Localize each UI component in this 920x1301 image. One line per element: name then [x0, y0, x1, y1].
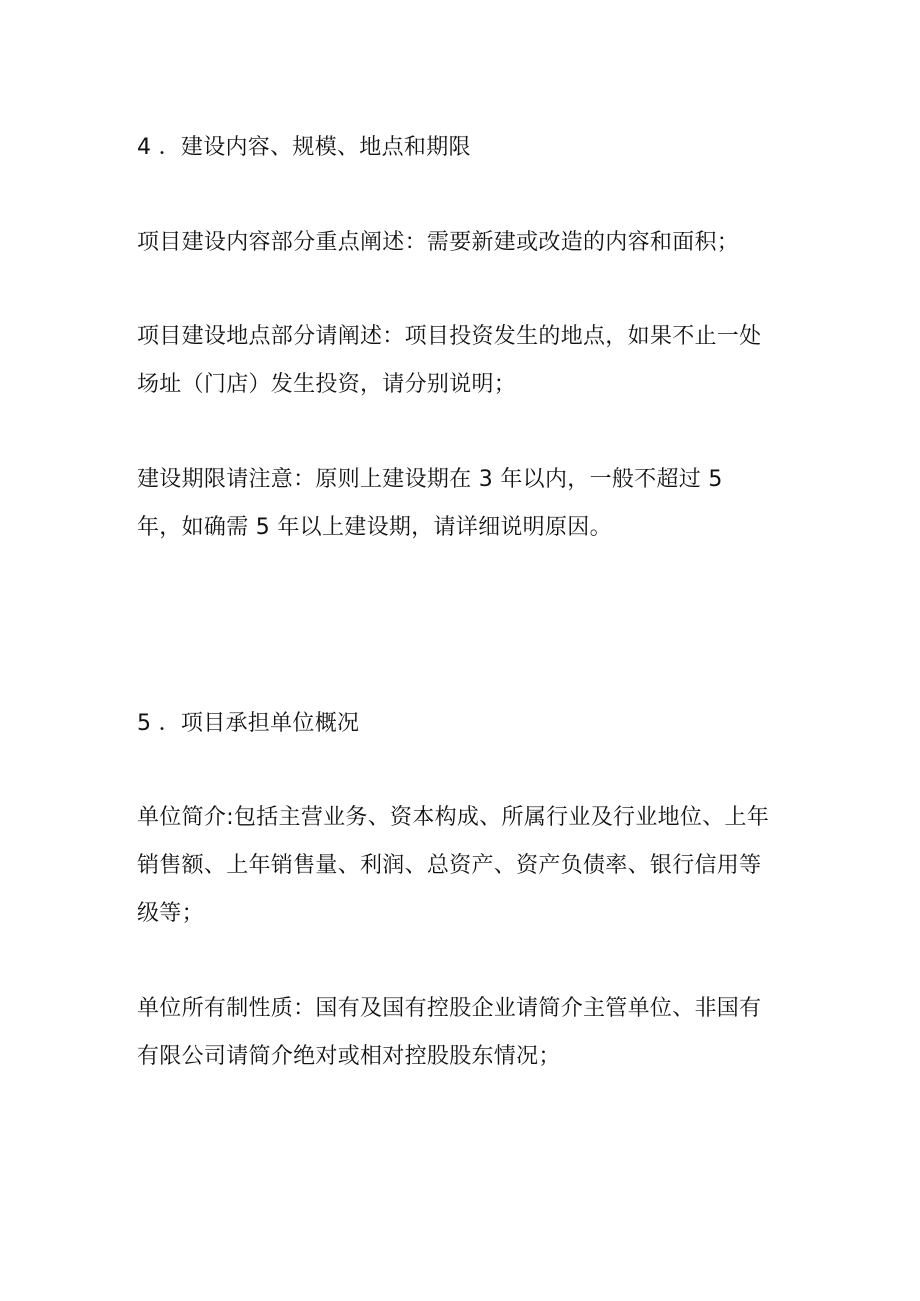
ownership-line-2: 有限公司请简介绝对或相对控股股东情况；	[137, 1044, 561, 1069]
unit-intro-line-2: 销售额、上年销售量、利润、总资产、资产负债率、银行信用等	[137, 853, 762, 878]
construction-location-line-1: 项目建设地点部分请阐述：项目投资发生的地点，如果不止一处	[137, 324, 762, 349]
unit-intro-line-3: 级等；	[137, 901, 204, 926]
construction-location-line-2: 场址（门店）发生投资，请分别说明；	[137, 372, 517, 397]
section-5-heading: 5 ．项目承担单位概况	[137, 711, 360, 736]
construction-period-line-1: 建设期限请注意：原则上建设期在 3 年以内，一般不超过 5	[137, 467, 723, 492]
construction-period-line-2: 年，如确需 5 年以上建设期，请详细说明原因。	[137, 515, 612, 540]
ownership-line-1: 单位所有制性质：国有及国有控股企业请简介主管单位、非国有	[137, 996, 762, 1021]
unit-intro-line-1: 单位简介:包括主营业务、资本构成、所属行业及行业地位、上年	[137, 805, 770, 830]
section-4-heading: 4 ．建设内容、规模、地点和期限	[137, 135, 471, 160]
construction-content-paragraph: 项目建设内容部分重点阐述：需要新建或改造的内容和面积；	[137, 230, 740, 255]
